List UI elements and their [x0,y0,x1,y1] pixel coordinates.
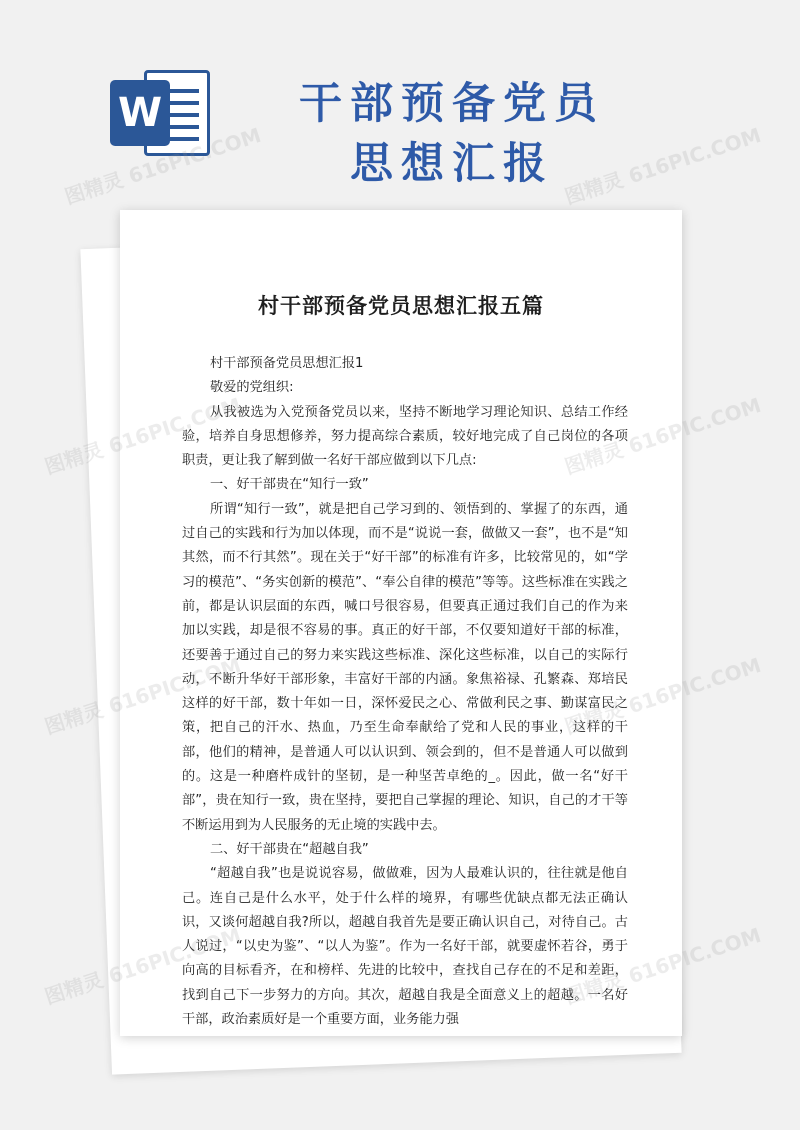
document-page [120,210,682,1036]
watermark: 图精灵 616PIC.COM [61,122,264,209]
watermark: 616PIC.COM [625,392,764,459]
word-letter: W [110,80,170,146]
header-banner [0,0,800,200]
watermark: 616PIC.COM [625,652,764,719]
watermark: 图精灵 [41,697,107,739]
paragraph-section-1: 所谓“知行一致”，就是把自己学习到的、领悟到的、掌握了的东西，通过自己的实践和行为加以体现，而不是“说说一套，做做又一套”，也不是“知其然，而不行其然”。现在关于“好干部”的标准有许多，比较常见的，如“学习的模范”、“务实创新的模范”、“奉公自律的模范”等等。这些标准在实践之前，都是认识层面的东西，喊口号很容易，但要真正通过我们自己的作为来加以实践，却是很不容易的事。真正的好干部，不仅要知道好干部的标准，还要善于通过自己的努力来实践这些标准、深化这些标准，以自己的实际行动，不断升华好干部形象，丰富好干部的内涵。象焦裕禄、孔繁森、郑培民这样的好干部，数十年如一日，深怀爱民之心、常做利民之事、勤谋富民之策，把自己的汗水、热血，乃至生命奉献给了党和人民的事业，这样的干部，他们的精神，是普通人可以认识到、领会到的，但不是普通人可以做到的。这是一种磨杵成针的坚韧，是一种坚苦卓绝的_。因此，做一名“好干部”，贵在知行一致，贵在坚持，要把自己掌握的理论、知识，自己的才干等不断运用到为人民服务的无止境的实践中去。 [182,501,628,833]
section-heading-1: 一、好干部贵在“知行一致” [210,477,369,493]
paragraph-section-2: “超越自我”也是说说容易，做做难，因为人最难认识的，往往就是他自己。连自己是什么水平，处于什么样的境界，有哪些优缺点都无法正确认识，又谈何超越自我?所以，超越自我首先是要正确认识自己，对待自己。古人说过，“以史为鉴”、“以人为鉴”。作为一名好干部，就要虚怀若谷，勇于向高的目标看齐，在和榜样、先进的比较中，查找自己存在的不足和差距，找到自己下一步努力的方向。其次，超越自我是全面意义上的超越。一名好干部，政治素质好是一个重要方面，业务能力强 [182,866,628,1028]
document-title: 村干部预备党员思想汇报五篇 [258,294,544,318]
paragraph-intro: 从我被选为入党预备党员以来，坚持不断地学习理论知识、总结工作经验，培养自身思想修养，努力提高综合素质，较好地完成了自己岗位的各项职责，更让我了解到做一名好干部应做到以下几点: [182,404,628,469]
watermark: 图精灵 [41,967,107,1009]
header-title-line1: 干部预备党员 [299,79,605,129]
watermark: 图精灵 [41,437,107,479]
paragraph-report-heading: 村干部预备党员思想汇报1 [210,356,364,371]
header-title-line2: 思想汇报 [350,139,554,189]
document-body [182,352,628,1032]
section-heading-2: 二、好干部贵在“超越自我” [210,841,369,857]
header-title [262,74,642,194]
watermark: 616PIC.COM [625,922,764,989]
word-document-icon [110,66,214,158]
paragraph-salutation: 敬爱的党组织: [210,380,294,396]
watermark: 图精灵 616PIC.COM [561,122,764,209]
